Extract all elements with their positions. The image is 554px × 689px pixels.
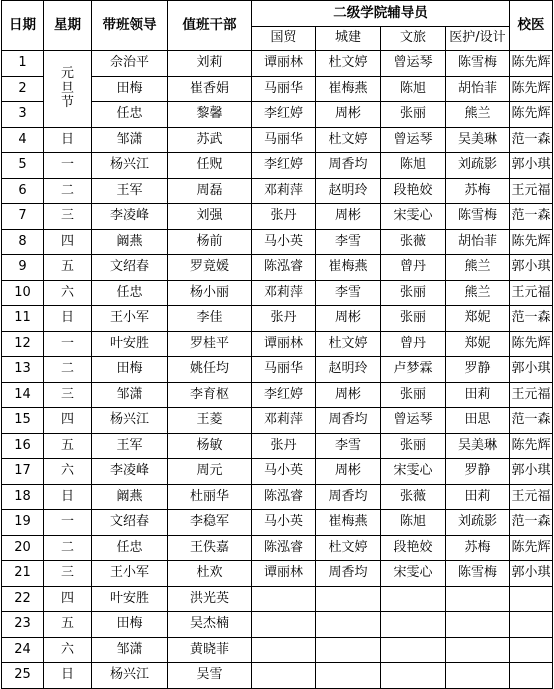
date-cell: 9	[2, 255, 44, 281]
leader-cell: 任忠	[92, 280, 168, 306]
duty-officer-cell: 罗桂平	[168, 331, 252, 357]
date-cell: 21	[2, 561, 44, 587]
duty-officer-cell: 王佚嘉	[168, 535, 252, 561]
leader-cell: 叶安胜	[92, 586, 168, 612]
table-row	[2, 382, 553, 408]
weekday-cell: 二	[44, 535, 92, 561]
table-row	[2, 127, 553, 153]
clinic-cell: 王元福	[510, 382, 553, 408]
header-chengjian: 城建	[316, 27, 381, 51]
weekday-cell: 五	[44, 433, 92, 459]
leader-cell: 任忠	[92, 535, 168, 561]
date-cell: 15	[2, 408, 44, 434]
clinic-cell: 陈先辉	[510, 433, 553, 459]
table-row	[2, 586, 553, 612]
table-row	[2, 637, 553, 663]
clinic-cell: 范一森	[510, 127, 553, 153]
clinic-cell: 陈先辉	[510, 76, 553, 102]
duty-officer-cell: 杨敏	[168, 433, 252, 459]
table-row	[2, 459, 553, 485]
leader-cell: 田梅	[92, 76, 168, 102]
yihu-cell: 陈雪梅	[446, 51, 510, 77]
clinic-cell: 陈先辉	[510, 535, 553, 561]
wenlv-cell: 张丽	[381, 433, 446, 459]
table-row	[2, 204, 553, 230]
table-row	[2, 663, 553, 689]
guomao-cell: 张丹	[252, 433, 316, 459]
wenlv-cell: 段艳姣	[381, 535, 446, 561]
weekday-cell: 日	[44, 484, 92, 510]
chengjian-cell: 周彬	[316, 102, 381, 128]
chengjian-cell: 周香均	[316, 561, 381, 587]
guomao-cell	[252, 612, 316, 638]
yihu-cell: 苏梅	[446, 535, 510, 561]
table-row	[2, 306, 553, 332]
date-cell: 19	[2, 510, 44, 536]
guomao-cell	[252, 663, 316, 689]
wenlv-cell	[381, 612, 446, 638]
duty-officer-cell: 黎馨	[168, 102, 252, 128]
yihu-cell: 胡怡菲	[446, 229, 510, 255]
leader-cell: 李凌峰	[92, 204, 168, 230]
date-cell: 18	[2, 484, 44, 510]
clinic-cell: 王元福	[510, 484, 553, 510]
duty-officer-cell: 黄晓菲	[168, 637, 252, 663]
date-cell: 13	[2, 357, 44, 383]
guomao-cell: 马小英	[252, 510, 316, 536]
table-row	[2, 331, 553, 357]
chengjian-cell: 崔梅燕	[316, 255, 381, 281]
leader-cell: 王小军	[92, 306, 168, 332]
chengjian-cell	[316, 586, 381, 612]
guomao-cell: 马丽华	[252, 76, 316, 102]
clinic-cell: 陈先辉	[510, 331, 553, 357]
weekday-cell: 一	[44, 510, 92, 536]
clinic-cell: 郭小琪	[510, 357, 553, 383]
table-row	[2, 229, 553, 255]
chengjian-cell: 周香均	[316, 408, 381, 434]
table-row	[2, 408, 553, 434]
yihu-cell: 苏梅	[446, 178, 510, 204]
guomao-cell	[252, 586, 316, 612]
table-row	[2, 178, 553, 204]
header-date: 日期	[2, 1, 44, 51]
chengjian-cell: 周彬	[316, 306, 381, 332]
duty-officer-cell: 吴雪	[168, 663, 252, 689]
chengjian-cell: 李雪	[316, 433, 381, 459]
weekday-cell: 日	[44, 127, 92, 153]
yihu-cell: 郑妮	[446, 331, 510, 357]
leader-cell: 邹潇	[92, 637, 168, 663]
date-cell: 25	[2, 663, 44, 689]
date-cell: 11	[2, 306, 44, 332]
wenlv-cell: 陈旭	[381, 76, 446, 102]
clinic-cell: 郭小琪	[510, 459, 553, 485]
wenlv-cell: 张丽	[381, 306, 446, 332]
weekday-cell: 五	[44, 612, 92, 638]
yihu-cell: 罗静	[446, 357, 510, 383]
clinic-cell: 郭小琪	[510, 561, 553, 587]
weekday-cell: 四	[44, 408, 92, 434]
clinic-cell: 陈先辉	[510, 229, 553, 255]
table-row	[2, 51, 553, 77]
yihu-cell: 陈雪梅	[446, 204, 510, 230]
wenlv-cell: 曾运琴	[381, 51, 446, 77]
duty-officer-cell: 周磊	[168, 178, 252, 204]
header-wenlv: 文旅	[381, 27, 446, 51]
wenlv-cell	[381, 663, 446, 689]
leader-cell: 杨兴江	[92, 663, 168, 689]
table-row	[2, 612, 553, 638]
chengjian-cell: 杜文婷	[316, 51, 381, 77]
clinic-cell: 郭小琪	[510, 255, 553, 281]
header-duty-officer: 值班干部	[168, 1, 252, 51]
weekday-cell: 四	[44, 586, 92, 612]
yihu-cell: 郑妮	[446, 306, 510, 332]
date-cell: 24	[2, 637, 44, 663]
yihu-cell: 罗静	[446, 459, 510, 485]
duty-officer-cell: 刘莉	[168, 51, 252, 77]
weekday-cell: 日	[44, 663, 92, 689]
guomao-cell	[252, 637, 316, 663]
yihu-cell: 胡怡菲	[446, 76, 510, 102]
clinic-cell: 王元福	[510, 280, 553, 306]
wenlv-cell: 张薇	[381, 229, 446, 255]
weekday-cell: 六	[44, 459, 92, 485]
roster-body	[2, 51, 553, 689]
chengjian-cell: 周香均	[316, 153, 381, 179]
chengjian-cell: 杜文婷	[316, 127, 381, 153]
wenlv-cell: 张丽	[381, 280, 446, 306]
header-counselor-group: 二级学院辅导员	[252, 1, 510, 27]
leader-cell: 文绍春	[92, 510, 168, 536]
clinic-cell: 范一森	[510, 408, 553, 434]
table-row	[2, 484, 553, 510]
duty-officer-cell: 刘强	[168, 204, 252, 230]
yihu-cell: 刘疏影	[446, 153, 510, 179]
wenlv-cell: 曾运琴	[381, 127, 446, 153]
wenlv-cell: 张薇	[381, 484, 446, 510]
weekday-cell: 二	[44, 178, 92, 204]
table-row	[2, 535, 553, 561]
header-weekday: 星期	[44, 1, 92, 51]
guomao-cell: 张丹	[252, 204, 316, 230]
table-row	[2, 510, 553, 536]
yihu-cell: 熊兰	[446, 102, 510, 128]
chengjian-cell: 周彬	[316, 204, 381, 230]
clinic-cell	[510, 586, 553, 612]
date-cell: 7	[2, 204, 44, 230]
clinic-cell: 范一森	[510, 306, 553, 332]
wenlv-cell	[381, 637, 446, 663]
weekday-cell: 日	[44, 306, 92, 332]
guomao-cell: 邓莉萍	[252, 280, 316, 306]
chengjian-cell: 赵明玲	[316, 178, 381, 204]
wenlv-cell: 张丽	[381, 382, 446, 408]
yihu-cell: 刘疏影	[446, 510, 510, 536]
wenlv-cell: 曾丹	[381, 255, 446, 281]
wenlv-cell: 宋雯心	[381, 459, 446, 485]
table-row	[2, 255, 553, 281]
wenlv-cell: 张丽	[381, 102, 446, 128]
leader-cell: 李凌峰	[92, 459, 168, 485]
guomao-cell: 李红婷	[252, 382, 316, 408]
leader-cell: 王小军	[92, 561, 168, 587]
duty-officer-cell: 王菱	[168, 408, 252, 434]
date-cell: 14	[2, 382, 44, 408]
guomao-cell: 陈泓睿	[252, 484, 316, 510]
wenlv-cell: 宋雯心	[381, 561, 446, 587]
leader-cell: 田梅	[92, 612, 168, 638]
duty-officer-cell: 姚任均	[168, 357, 252, 383]
leader-cell: 王军	[92, 433, 168, 459]
duty-officer-cell: 杨前	[168, 229, 252, 255]
header-guomao: 国贸	[252, 27, 316, 51]
header-yihu-sheji: 医护/设计	[446, 27, 510, 51]
header-clinic: 校医	[510, 1, 553, 51]
chengjian-cell: 崔梅燕	[316, 76, 381, 102]
weekday-cell: 六	[44, 280, 92, 306]
duty-officer-cell: 任贶	[168, 153, 252, 179]
leader-cell: 王军	[92, 178, 168, 204]
guomao-cell: 马小英	[252, 459, 316, 485]
wenlv-cell: 陈旭	[381, 510, 446, 536]
chengjian-cell	[316, 612, 381, 638]
duty-officer-cell: 罗竟媛	[168, 255, 252, 281]
yihu-cell: 熊兰	[446, 255, 510, 281]
guomao-cell: 谭丽林	[252, 561, 316, 587]
guomao-cell: 邓莉萍	[252, 178, 316, 204]
yihu-cell	[446, 663, 510, 689]
guomao-cell: 陈泓睿	[252, 255, 316, 281]
chengjian-cell	[316, 663, 381, 689]
holiday-label-cell	[44, 51, 92, 128]
yihu-cell	[446, 586, 510, 612]
wenlv-cell: 曾运琴	[381, 408, 446, 434]
table-row	[2, 561, 553, 587]
holiday-label-char: 节	[60, 94, 74, 110]
yihu-cell	[446, 637, 510, 663]
duty-officer-cell: 杜欢	[168, 561, 252, 587]
duty-officer-cell: 崔香娟	[168, 76, 252, 102]
guomao-cell: 马丽华	[252, 127, 316, 153]
yihu-cell	[446, 612, 510, 638]
clinic-cell: 陈先辉	[510, 51, 553, 77]
duty-officer-cell: 洪光英	[168, 586, 252, 612]
date-cell: 6	[2, 178, 44, 204]
leader-cell: 杨兴江	[92, 153, 168, 179]
clinic-cell: 范一森	[510, 510, 553, 536]
weekday-cell: 六	[44, 637, 92, 663]
date-cell: 5	[2, 153, 44, 179]
date-cell: 3	[2, 102, 44, 128]
date-cell: 1	[2, 51, 44, 77]
yihu-cell: 田莉	[446, 484, 510, 510]
guomao-cell: 陈泓睿	[252, 535, 316, 561]
duty-officer-cell: 杜丽华	[168, 484, 252, 510]
wenlv-cell: 陈旭	[381, 153, 446, 179]
table-row	[2, 280, 553, 306]
holiday-label-char: 元	[60, 66, 74, 82]
leader-cell: 佘治平	[92, 51, 168, 77]
leader-cell: 杨兴江	[92, 408, 168, 434]
clinic-cell	[510, 612, 553, 638]
clinic-cell	[510, 637, 553, 663]
duty-officer-cell: 周元	[168, 459, 252, 485]
duty-officer-cell: 李佳	[168, 306, 252, 332]
yihu-cell: 陈雪梅	[446, 561, 510, 587]
yihu-cell: 吴美琳	[446, 433, 510, 459]
table-row	[2, 153, 553, 179]
duty-officer-cell: 杨小丽	[168, 280, 252, 306]
guomao-cell: 李红婷	[252, 153, 316, 179]
chengjian-cell: 杜文婷	[316, 535, 381, 561]
leader-cell: 文绍春	[92, 255, 168, 281]
weekday-cell: 三	[44, 382, 92, 408]
date-cell: 4	[2, 127, 44, 153]
clinic-cell: 范一森	[510, 204, 553, 230]
guomao-cell: 邓莉萍	[252, 408, 316, 434]
duty-officer-cell: 苏武	[168, 127, 252, 153]
leader-cell: 邹潇	[92, 382, 168, 408]
duty-roster-table	[1, 0, 553, 689]
clinic-cell	[510, 663, 553, 689]
guomao-cell: 谭丽林	[252, 51, 316, 77]
clinic-cell: 郭小琪	[510, 153, 553, 179]
chengjian-cell: 杜文婷	[316, 331, 381, 357]
table-row	[2, 433, 553, 459]
date-cell: 10	[2, 280, 44, 306]
date-cell: 2	[2, 76, 44, 102]
guomao-cell: 谭丽林	[252, 331, 316, 357]
wenlv-cell	[381, 586, 446, 612]
wenlv-cell: 卢梦霖	[381, 357, 446, 383]
wenlv-cell: 段艳姣	[381, 178, 446, 204]
date-cell: 22	[2, 586, 44, 612]
weekday-cell: 五	[44, 255, 92, 281]
date-cell: 12	[2, 331, 44, 357]
weekday-cell: 四	[44, 229, 92, 255]
chengjian-cell: 李雪	[316, 280, 381, 306]
leader-cell: 阚燕	[92, 484, 168, 510]
table-row	[2, 357, 553, 383]
date-cell: 17	[2, 459, 44, 485]
duty-officer-cell: 李育枢	[168, 382, 252, 408]
date-cell: 20	[2, 535, 44, 561]
chengjian-cell: 崔梅燕	[316, 510, 381, 536]
chengjian-cell: 李雪	[316, 229, 381, 255]
chengjian-cell: 周彬	[316, 459, 381, 485]
yihu-cell: 田莉	[446, 382, 510, 408]
weekday-cell: 一	[44, 331, 92, 357]
holiday-label-char: 旦	[60, 80, 74, 96]
leader-cell: 任忠	[92, 102, 168, 128]
leader-cell: 叶安胜	[92, 331, 168, 357]
chengjian-cell: 周彬	[316, 382, 381, 408]
guomao-cell: 李红婷	[252, 102, 316, 128]
duty-officer-cell: 吴杰楠	[168, 612, 252, 638]
clinic-cell: 陈先辉	[510, 102, 553, 128]
duty-officer-cell: 李稳军	[168, 510, 252, 536]
leader-cell: 田梅	[92, 357, 168, 383]
chengjian-cell: 赵明玲	[316, 357, 381, 383]
yihu-cell: 吴美琳	[446, 127, 510, 153]
chengjian-cell	[316, 637, 381, 663]
weekday-cell: 三	[44, 204, 92, 230]
yihu-cell: 田思	[446, 408, 510, 434]
date-cell: 8	[2, 229, 44, 255]
weekday-cell: 二	[44, 357, 92, 383]
date-cell: 16	[2, 433, 44, 459]
yihu-cell: 熊兰	[446, 280, 510, 306]
leader-cell: 阚燕	[92, 229, 168, 255]
clinic-cell: 王元福	[510, 178, 553, 204]
weekday-cell: 三	[44, 561, 92, 587]
weekday-cell: 一	[44, 153, 92, 179]
guomao-cell: 张丹	[252, 306, 316, 332]
guomao-cell: 马丽华	[252, 357, 316, 383]
date-cell: 23	[2, 612, 44, 638]
header-leader: 带班领导	[92, 1, 168, 51]
leader-cell: 邹潇	[92, 127, 168, 153]
wenlv-cell: 曾丹	[381, 331, 446, 357]
chengjian-cell: 周香均	[316, 484, 381, 510]
guomao-cell: 马小英	[252, 229, 316, 255]
wenlv-cell: 宋雯心	[381, 204, 446, 230]
